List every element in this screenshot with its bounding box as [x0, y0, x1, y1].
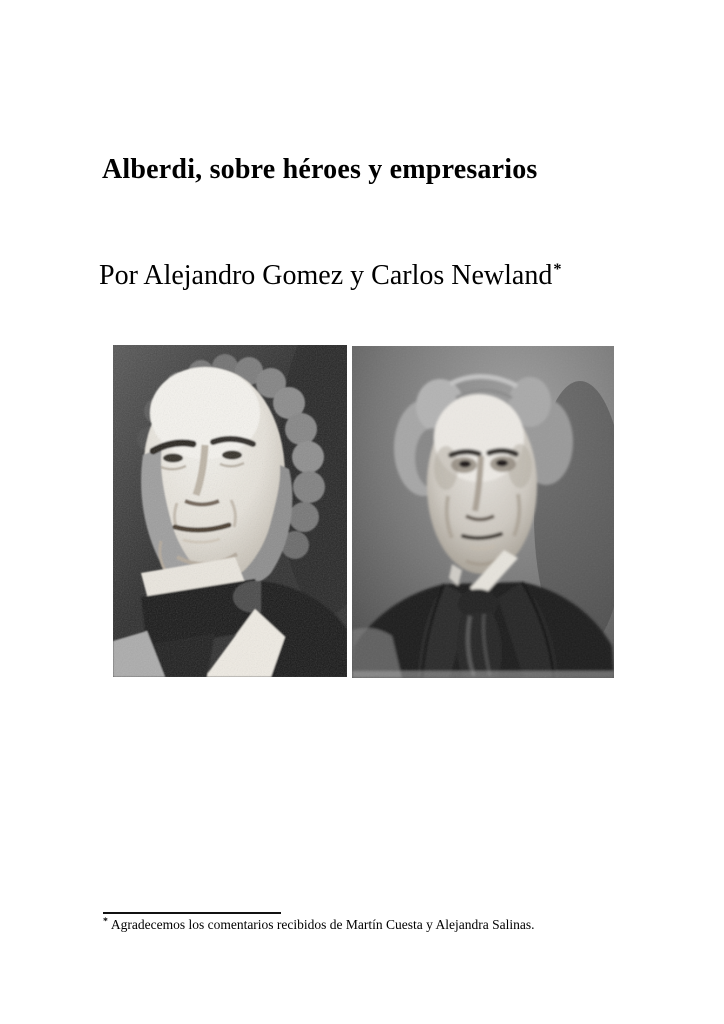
footnote [103, 917, 583, 934]
footnote-marker: * [103, 915, 108, 927]
byline [99, 259, 562, 291]
footnote-text: Agradecemos los comentarios recibidos de Martín Cuesta y Alejandra Salinas. [110, 917, 535, 932]
portrait-photograph-image [352, 346, 614, 678]
byline-footnote-marker: * [553, 259, 562, 278]
page-title: Alberdi, sobre héroes y empresarios [102, 154, 538, 185]
portrait-engraving-image [113, 345, 347, 677]
byline-text: Por Alejandro Gomez y Carlos Newland [99, 260, 553, 291]
footnote-divider [103, 912, 281, 914]
